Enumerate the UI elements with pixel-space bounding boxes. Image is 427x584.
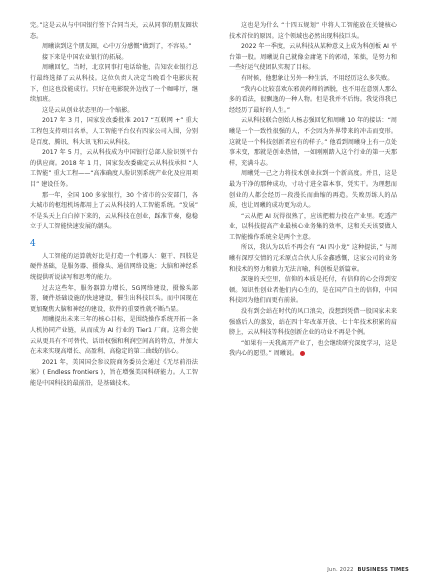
magazine-brand: BUSINESS TIMES	[357, 567, 409, 573]
paragraph: “我内心比较喜欢东邪黄药师的洒脱，也不用在意别人那么多的看法，很飘逸的一种人物。但是我并不后悔。我觉得我已经经历了最好的人生。”	[229, 85, 397, 114]
paragraph: “云从把 AI 玩得很熟了，应该把精力投在产业里。吃透产业，以科技提高产业最核心业务集的效率，这和关天该要做人工智能操作系统全是两个主意。	[229, 212, 397, 241]
right-column	[229, 21, 397, 360]
paragraph: 这是云从创业状态里的一个缩影。	[42, 106, 134, 114]
paragraph: 2022 年一季度，云从科技从某种意义上成为科创板 AI 平台第一股。周曦说自己就像金庸笔下的郭靖，笨拙，是努力和一些好运气使团队实现了目标。	[229, 43, 397, 72]
paragraph: 所以，我认为以后不再会有 “AI 四小龙” 这种提法，” 与周曦有深厚交情的元禾原点合伙人乐金鑫感慨，这家公司的业务和技术的努力和毅力无法言喻，科创板是新篇章。	[229, 244, 397, 273]
paragraph: 过去这些年，服务器算力增长，5G网络建设，摄像头部署，硬件基础设施的快速建设，催生出科技巨头。而中国现在更加聚焦大脑和神经的建设，软件的重要性就不断凸显。	[30, 284, 198, 313]
paragraph: 2017 年 5 月，云从科技成为中国银行总部人脸识别平台的供应商。2018 年 1 月，国家发改委确定云从科技承担 “人工智能” 重大工程——“高准确度人脸识别系统产业化及应用项目” 建设任务。	[30, 149, 198, 188]
paragraph: 人工智能的运算就好比是打造一个机器人：躯干、四肢是硬件基础，是服务器、摄像头、通信网络设施；大脑和神经系统提供听说读写和思考的能力。	[30, 252, 198, 282]
paragraph: 周曦凭一己之力将技术创业拉到一个新高度。并且，这是最为干净的那种成功，寸功寸进全靠本事，凭实干。为理想而创业的人都会经历一段漫长而曲缩的再造。失败历练人的品质，也让周曦的成功更为动人。	[229, 170, 397, 210]
left-column	[30, 21, 198, 390]
section-number: 4	[30, 238, 36, 249]
paragraph: 这也是为什么 “十四五规划” 中将人工智能放在关键核心技术首位的原因。这个领域也必然出现科技巨头。	[229, 22, 397, 40]
paragraph: 2021 年，美国国会参议院商务委员会通过《无尽前沿法案》( Endless frontiers )，旨在增强美国科研能力。人工智能是中国科技的最前沿，是基础技术。	[30, 358, 198, 387]
paragraph: 完。”这是云从与中国银行签下合同当天，云从同事的朋友圈状态。	[30, 22, 198, 40]
paragraph: 没有到会站在时代的风口浪尖，没想到凭借一股国家未来强盛后人的蒸发，站在四十年改革开放、七十年技术积累的肩膀上，云从科技等科技创新企业的功业不再是个例。	[229, 308, 397, 337]
page-footer	[327, 567, 409, 573]
paragraph: 2017 年 3 月，国家发改委批准 2017 “互联网 +” 重大工程包支持项目名单，人工智能平台仅有四家公司入围，分别是百度、腾讯、科大讯飞和云从科技。	[30, 117, 198, 146]
paragraph: 深邃的天空里，信仰的本质是托付，有信仰的心会得到安顿。知识性创业者他们内心生的，是在国产自主的信仰，中国科技因为他们而更有前景。	[229, 276, 397, 305]
end-mark-icon	[300, 351, 305, 356]
paragraph: 周曦提出未来三年的核心目标，是围绕操作系统开拓一条人机协同产业链，从而成为 AI 行业的 Tier1 厂商。这将会使云从更具有不可替代、话语权强和利润空间高的特点，并加大在未来实现高增长、高盈利、高稳定的第二曲线的信心。	[30, 316, 198, 356]
issue-date: Jun. 2022	[327, 567, 354, 573]
paragraph: 有时候，他想象让另外一种生活，不用经历这么多失败。	[241, 74, 394, 82]
paragraph-final-text: “如果有一天我离开产业了，也会继续研究深度学习，这是我内心的愿望。” 周曦说。	[229, 339, 397, 358]
paragraph: 接下来是中国农业银行的拓展。	[42, 53, 128, 61]
paragraph: 周曦回忆，当时，北京同事打电话给他，告知农业银行总行最终选择了云从科技。这位负责人决定当晚看个电影庆祝下，但这也没能成行。只好在电影院外边找了一个咖啡厅，继续加班。	[30, 64, 198, 104]
paragraph-final	[229, 339, 397, 360]
paragraph: 云从科技联合创始人杨志强回忆和周曦 10 年的接话：“周曦是一个一致性很强的人，不会因为外界带来的冲击而变形。这就是一个科技创新者应有的样子。” 他看到周曦身上有一点处事未变，那就是创业热情，一如刚刚踏入这个行业的第一天那样，充满斗志。	[229, 117, 397, 167]
paragraph: 周曦读到这个朋友圈，心中万分感慨“做到了，不容易。”	[42, 43, 192, 51]
paragraph: 那一年，全国 100 多家银行，30 个省市的公安部门，各大城市的枢纽机场都用上了云从科技的人工智能系统。“发展” 不是头天上白白掉下来的，云从科技在创业，踩准节奏，稳稳立于人工智能快速发展的潮头。	[30, 191, 198, 231]
